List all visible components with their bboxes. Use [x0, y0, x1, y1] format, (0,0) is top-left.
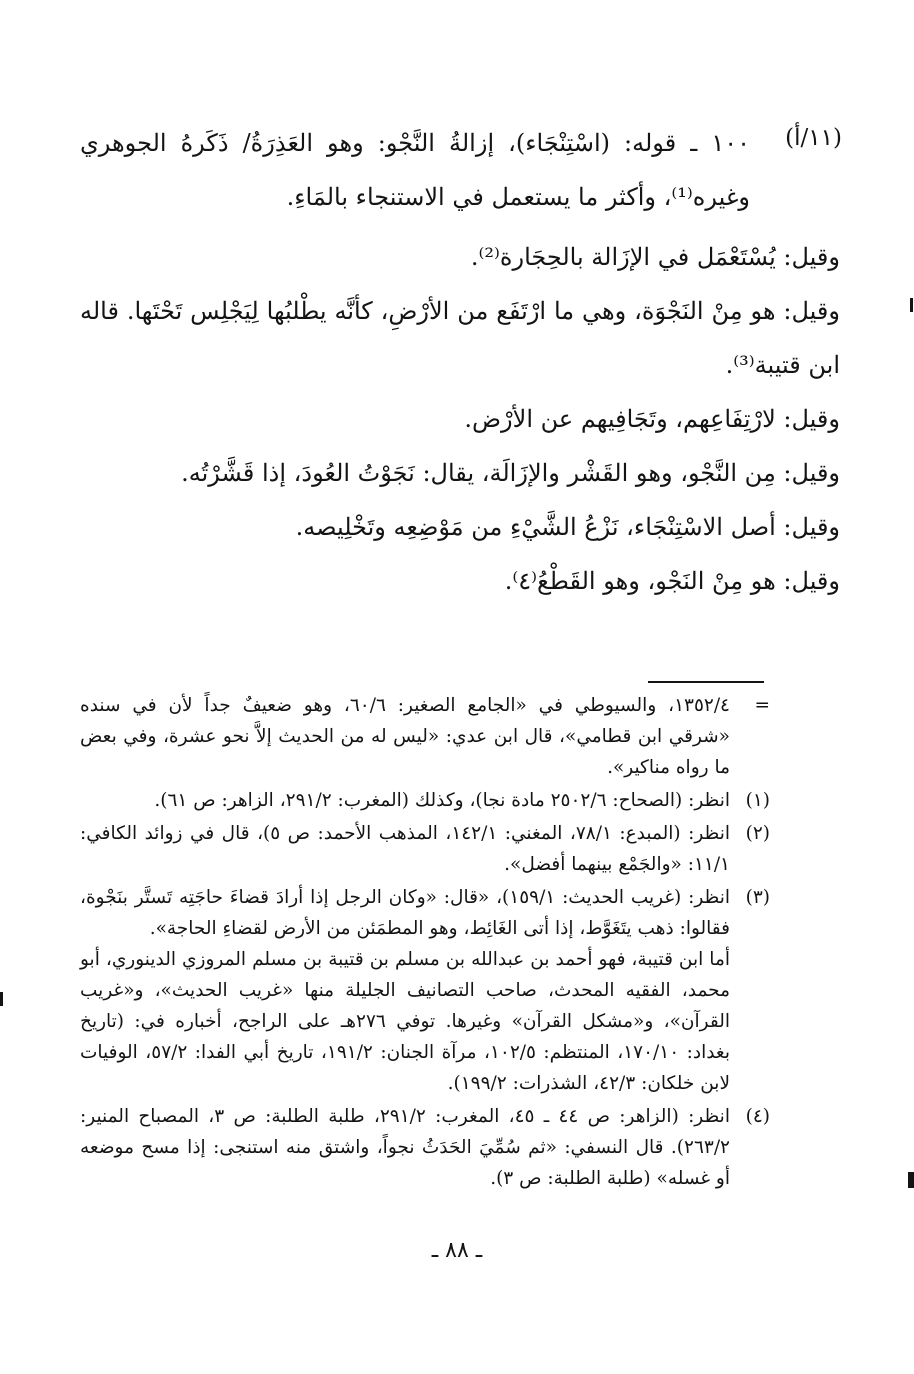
- scan-edge-mark: [910, 298, 913, 312]
- footnote-text-extra: أما ابن قتيبة، فهو أحمد بن عبدالله بن مسلم بن قتيبة بن مسلم المروزي الدينوري، أبو محمد، الفقيه المحدث، صاحب التصانيف الجليلة منها «غريب الحديث»، و«غريب القرآن»، و«مشكل القرآن» وغيرها. توفي ٢٧٦هـ على الراجح، أخباره في: (تاريخ بغداد: ١٧٠/١٠، المنتظم: ١٠٢/٥، مرآة الجنان: ١٩١/٢، تاريخ أبي الفدا: ٥٧/٢، الوفيات لابن خلكان: ٤٢/٣، الشذرات: ١٩٩/٢).: [80, 949, 731, 1094]
- main-text: [80, 116, 840, 608]
- footnote-number: (٣): [745, 887, 770, 908]
- paragraph-qila-2: وقيل: هو مِنْ النَجْوَة، وهي ما ارْتَفَع من الأرْضِ، كأنَّه يطْلبُها لِيَجْلِس تَحْتَها. قاله ابن قتيبة⁽³⁾.: [80, 297, 840, 379]
- paragraph-qila-6: وقيل: هو مِنْ النَجْو، وهو القَطْعُ⁽٤⁾.: [504, 567, 840, 595]
- footnote-2: [80, 818, 770, 880]
- footnote-number: (١): [745, 790, 770, 811]
- footnote-3: [80, 882, 770, 1099]
- footnote-text: انظر: (غريب الحديث: ١٥٩/١)، «قال: «وكان الرجل إذا أرادَ قضاءَ حاجَتِه تَستَّر بنَجْوة، فقالوا: ذهب يتَغَوَّط، إذا أتى الغَائِط، وهو المطمَئن من الأرض لقضاءِ الحاجة».: [80, 887, 730, 939]
- footnotes: [80, 690, 770, 1196]
- footnote-text: انظر: (المبدع: ٧٨/١، المغني: ١٤٢/١، المذهب الأحمد: ص ٥)، قال في زوائد الكافي: ١١/١: «والجَمْع بينهما أفضل».: [80, 823, 731, 875]
- footnote-continuation-marker: =: [754, 695, 770, 716]
- footnote-continuation-text: ١٣٥٢/٤، والسيوطي في «الجامع الصغير: ٦٠/٦، وهو ضعيفٌ جداً لأن في سنده «شرقي ابن قطامي»، قال ابن عدي: «ليس له من الحديث إلاَّ نحو عشرة، وفي بعض ما رواه مناكير».: [80, 695, 730, 778]
- scan-edge-mark: [908, 1172, 914, 1188]
- paragraph-qila-5: وقيل: أصل الاسْتِنْجَاء، نَزْعُ الشَّيْءِ من مَوْضِعِه وتَخْلِيصه.: [295, 513, 840, 541]
- paragraph-qila-1: وقيل: يُسْتَعْمَل في الإزَالة بالحِجَارة⁽²⁾.: [470, 243, 840, 271]
- scan-edge-mark: [0, 992, 3, 1006]
- paragraph-qila-4: وقيل: مِن النَّجْو، وهو القَشْر والإزَالَة، يقال: نَجَوْتُ العُودَ، إذا قَشَّرْتُه.: [181, 459, 840, 487]
- footnote-number: (٤): [745, 1106, 770, 1127]
- footnote-number: (٢): [745, 823, 770, 844]
- footnote-4: [80, 1101, 770, 1194]
- paragraph-100: ١٠٠ ـ قوله: (اسْتِنْجَاء)، إزالةُ النَّجْو: وهو العَذِرَةُ/ ذَكَرهُ الجوهري وغيره⁽¹⁾، وأكثر ما يستعمل في الاستنجاء بالمَاءِ.: [80, 129, 750, 211]
- page-number: ـ ٨٨ ـ: [431, 1238, 483, 1263]
- footnote-separator: [648, 681, 764, 683]
- footnote-1: [80, 785, 770, 816]
- footnote-text: انظر: (الصحاح: ٢٥٠٢/٦ مادة نجا)، وكذلك (المغرب: ٢٩١/٢، الزاهر: ص ٦١).: [154, 790, 730, 811]
- paragraph-qila-3: وقيل: لارْتِفَاعِهم، وتَجَافِيهم عن الأرْض.: [464, 405, 840, 433]
- manuscript-folio-ref: (١١/أ): [785, 125, 842, 151]
- footnote-continuation: [80, 690, 770, 783]
- footnote-text: انظر: (الزاهر: ص ٤٤ ـ ٤٥، المغرب: ٢٩١/٢، طلبة الطلبة: ص ٣، المصباح المنير: ٢٦٣/٢). قال النسفي: «ثم سُمِّيَ الحَدَثُ نجواً، واشتق منه استنجى: إذا مسح موضعه أو غسله» (طلبة الطلبة: ص ٣).: [80, 1106, 730, 1189]
